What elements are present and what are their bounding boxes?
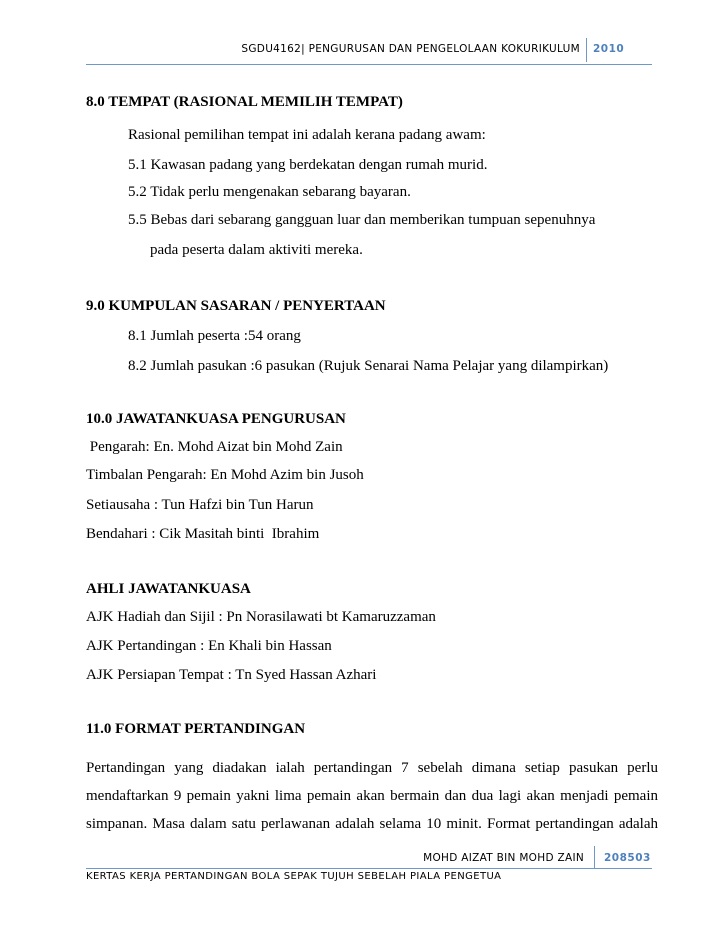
- footer-caption: KERTAS KERJA PERTANDINGAN BOLA SEPAK TUJUH SEBELAH PIALA PENGETUA: [86, 871, 502, 882]
- section-8-item: 5.5 Bebas dari sebarang gangguan luar dan memberikan tumpuan sepenuhnya: [128, 212, 596, 228]
- committee-timbalan: Timbalan Pengarah: En Mohd Azim bin Jusoh: [86, 467, 364, 483]
- ajk-heading: AHLI JAWATANKUASA: [86, 581, 251, 597]
- section-8-intro: Rasional pemilihan tempat ini adalah kerana padang awam:: [128, 127, 486, 143]
- footer-author: MOHD AIZAT BIN MOHD ZAIN: [423, 852, 584, 864]
- section-10-heading: 10.0 JAWATANKUASA PENGURUSAN: [86, 411, 346, 427]
- paragraph-line: simpanan. Masa dalam satu perlawanan adalah selama 10 minit. Format pertandingan adalah: [86, 816, 658, 832]
- header-divider: [586, 38, 587, 62]
- footer-divider: [594, 846, 595, 868]
- section-9-heading: 9.0 KUMPULAN SASARAN / PENYERTAAN: [86, 298, 386, 314]
- header-course-title: SGDU4162| PENGURUSAN DAN PENGELOLAAN KOKURIKULUM: [241, 43, 580, 55]
- footer-student-id: 208503: [604, 852, 651, 864]
- ajk-hadiah: AJK Hadiah dan Sijil : Pn Norasilawati bt Kamaruzzaman: [86, 609, 436, 625]
- header-year: 2010: [593, 43, 625, 55]
- section-8-heading: 8.0 TEMPAT (RASIONAL MEMILIH TEMPAT): [86, 94, 403, 110]
- section-9-item: 8.1 Jumlah peserta :54 orang: [128, 328, 301, 344]
- committee-pengarah: Pengarah: En. Mohd Aizat bin Mohd Zain: [86, 439, 343, 455]
- section-9-item: 8.2 Jumlah pasukan :6 pasukan (Rujuk Senarai Nama Pelajar yang dilampirkan): [128, 358, 609, 374]
- paragraph-line: mendaftarkan 9 pemain yakni lima pemain akan bermain dan dua lagi akan menjadi pemain: [86, 788, 658, 804]
- footer-rule: [86, 868, 652, 869]
- paragraph-line: Pertandingan yang diadakan ialah pertandingan 7 sebelah dimana setiap pasukan perlu: [86, 760, 658, 776]
- ajk-pertandingan: AJK Pertandingan : En Khali bin Hassan: [86, 638, 332, 654]
- section-8-item: 5.2 Tidak perlu mengenakan sebarang bayaran.: [128, 184, 411, 200]
- section-8-item: 5.1 Kawasan padang yang berdekatan dengan rumah murid.: [128, 157, 488, 173]
- ajk-persiapan: AJK Persiapan Tempat : Tn Syed Hassan Azhari: [86, 667, 377, 683]
- committee-bendahari: Bendahari : Cik Masitah binti Ibrahim: [86, 526, 320, 542]
- header-rule: [86, 64, 652, 65]
- committee-setiausaha: Setiausaha : Tun Hafzi bin Tun Harun: [86, 497, 314, 513]
- section-8-item-continuation: pada peserta dalam aktiviti mereka.: [150, 242, 363, 258]
- section-11-heading: 11.0 FORMAT PERTANDINGAN: [86, 721, 306, 737]
